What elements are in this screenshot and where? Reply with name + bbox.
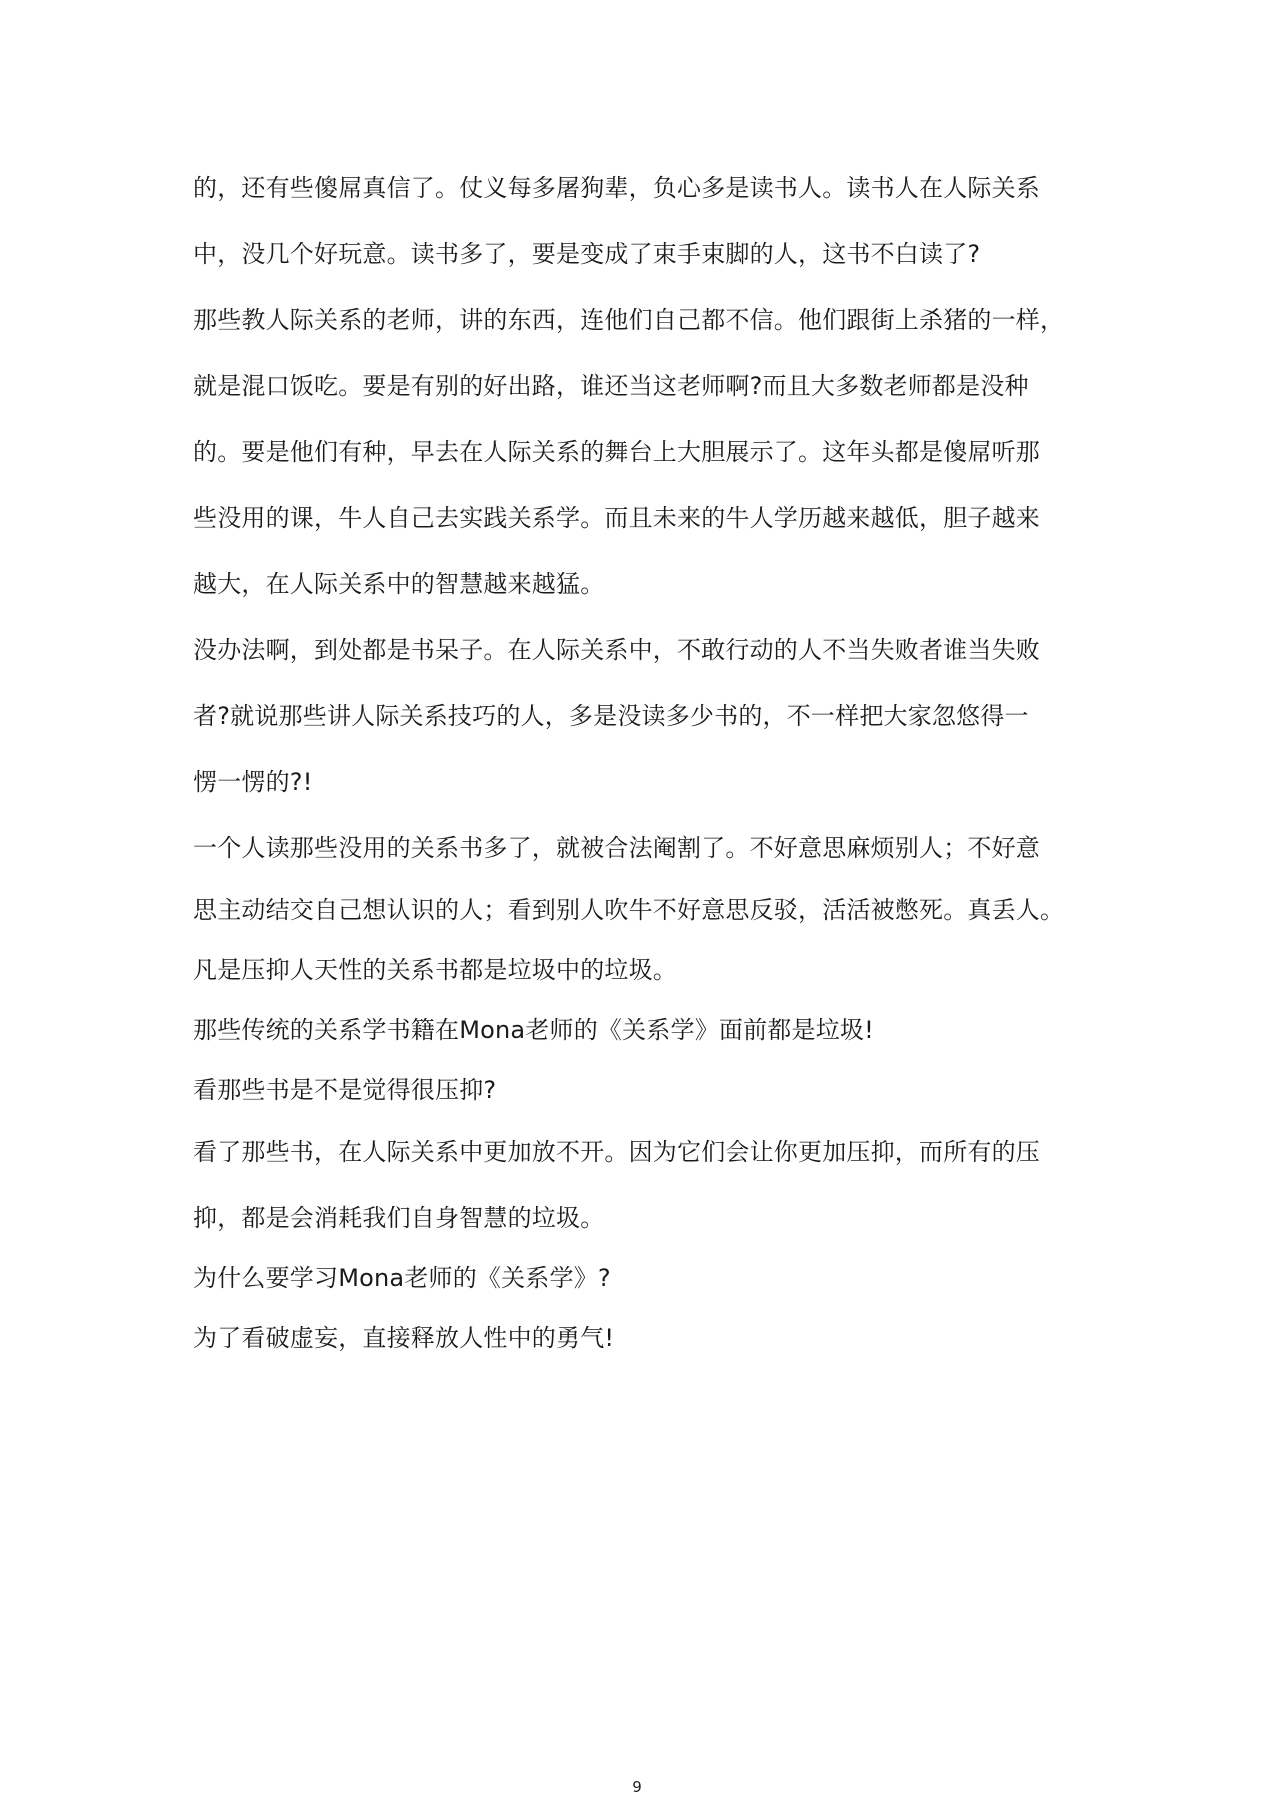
text-line: 些没用的课，牛人自己去实践关系学。而且未来的牛人学历越来越低，胆子越来 [193, 504, 1040, 532]
text-line: 没办法啊，到处都是书呆子。在人际关系中，不敢行动的人不当失败者谁当失败 [193, 636, 1040, 664]
text-line: 的，还有些傻屌真信了。仗义每多屠狗辈，负心多是读书人。读书人在人际关系 [193, 174, 1040, 202]
body-text [193, 172, 1093, 1354]
text-line: 抑，都是会消耗我们自身智慧的垃圾。 [193, 1204, 605, 1232]
text-line: 那些传统的关系学书籍在Mona老师的《关系学》面前都是垃圾! [193, 1016, 874, 1044]
page-number: 9 [632, 1778, 642, 1796]
text-line: 的。要是他们有种，早去在人际关系的舞台上大胆展示了。这年头都是傻屌听那 [193, 438, 1040, 466]
text-line: 为了看破虚妄，直接释放人性中的勇气! [193, 1324, 615, 1352]
text-line: 中，没几个好玩意。读书多了，要是变成了束手束脚的人，这书不白读了? [193, 240, 981, 268]
text-line: 思主动结交自己想认识的人；看到别人吹牛不好意思反驳，活活被憋死。真丢人。 [193, 896, 1065, 924]
text-line: 就是混口饭吃。要是有别的好出路，谁还当这老师啊?而且大多数老师都是没种 [193, 372, 1029, 400]
text-line: 凡是压抑人天性的关系书都是垃圾中的垃圾。 [193, 956, 677, 984]
text-line: 为什么要学习Mona老师的《关系学》? [193, 1264, 611, 1292]
text-line: 看了那些书，在人际关系中更加放不开。因为它们会让你更加压抑，而所有的压 [193, 1138, 1040, 1166]
text-line: 看那些书是不是觉得很压抑? [193, 1076, 497, 1104]
text-line: 愣一愣的?! [193, 768, 313, 796]
text-line: 一个人读那些没用的关系书多了，就被合法阉割了。不好意思麻烦别人；不好意 [193, 834, 1040, 862]
text-line: 那些教人际关系的老师，讲的东西，连他们自己都不信。他们跟街上杀猪的一样， [193, 306, 1065, 334]
text-line: 者?就说那些讲人际关系技巧的人，多是没读多少书的，不一样把大家忽悠得一 [193, 702, 1029, 730]
text-line: 越大，在人际关系中的智慧越来越猛。 [193, 570, 605, 598]
